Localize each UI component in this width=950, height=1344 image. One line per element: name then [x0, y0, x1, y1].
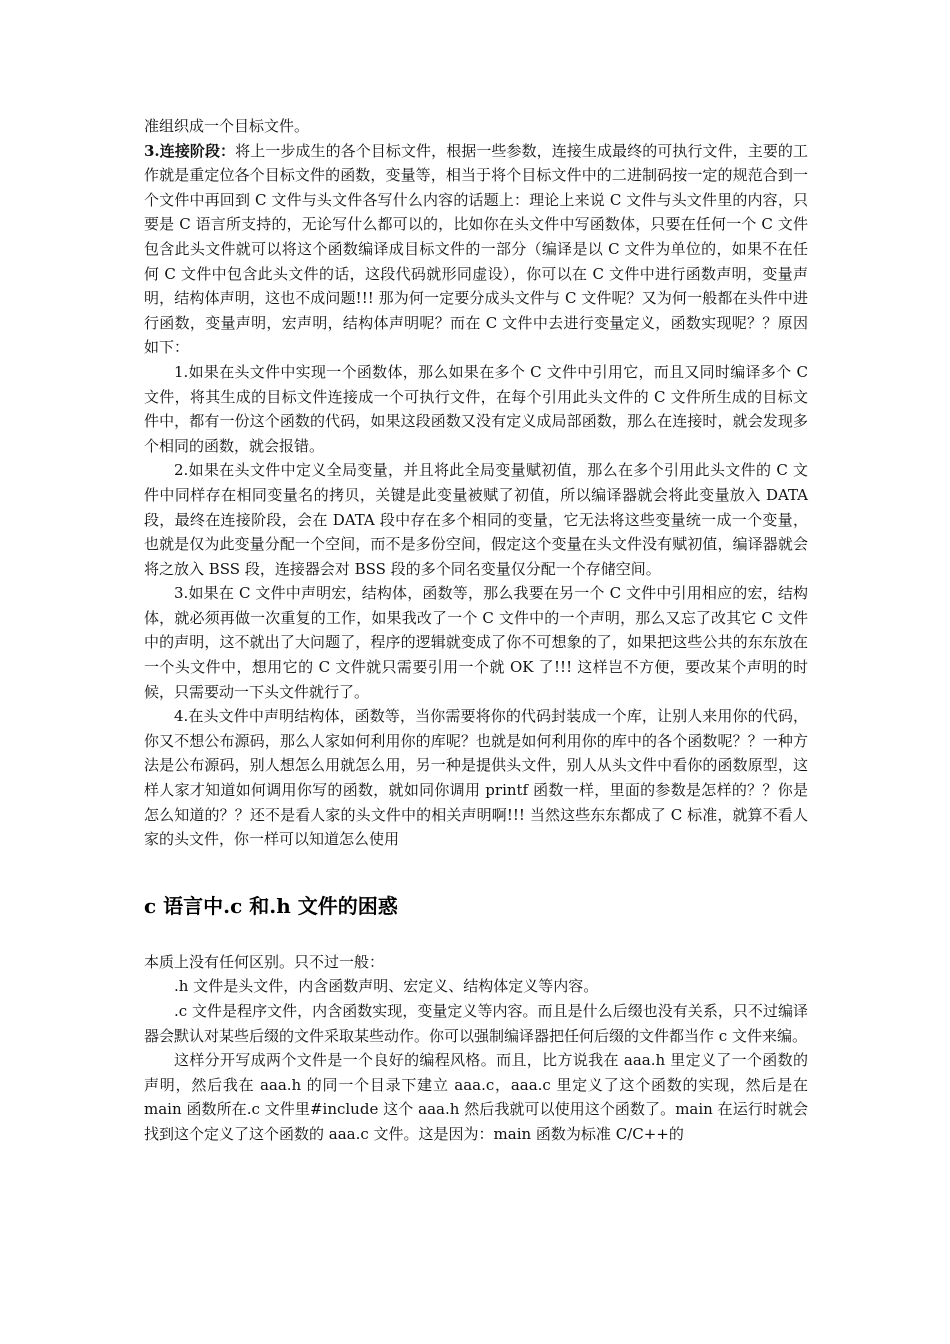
- c-file-paragraph: .c 文件是程序文件，内含函数实现，变量定义等内容。而且是什么后缀也没有关系，只不过编译器会默认对某些后缀的文件采取某些动作。你可以强制编译器把任何后缀的文件都当作 c 文件来编。: [144, 1002, 808, 1045]
- style-paragraph: 这样分开写成两个文件是一个良好的编程风格。而且，比方说我在 aaa.h 里定义了一个函数的声明，然后我在 aaa.h 的同一个目录下建立 aaa.c，aaa.c 里定义了这个函数的实现，然后是在 main 函数所在.c 文件里#include 这个 aaa.h 然后我就可以使用这个函数了。main 在运行时就会找到这个定义了这个函数的 aaa.c 文件。这是因为：main 函数为标准 C/C++的: [144, 1051, 808, 1143]
- link-stage-text: 将上一步成生的各个目标文件，根据一些参数，连接生成最终的可执行文件，主要的工作就是重定位各个目标文件的函数，变量等，相当于将个目标文件中的二进制码按一定的规范合到一个文件中再回到 C 文件与头文件各写什么内容的话题上：理论上来说 C 文件与头文件里的内容，只要是 C 语言所支持的，无论写什么都可以的，比如你在头文件中写函数体，只要在任何一个 C 文件包含此头文件就可以将这个函数编译成目标文件的一部分（编译是以 C 文件为单位的，如果不在任何 C 文件中包含此头文件的话，这段代码就形同虚设），你可以在 C 文件中进行函数声明，变量声明，结构体声明，这也不成问题!!! 那为何一定要分成头文件与 C 文件呢？又为何一般都在头件中进行函数，变量声明，宏声明，结构体声明呢？而在 C 文件中去进行变量定义，函数实现呢？？原因如下：: [144, 141, 808, 357]
- document-page: [144, 114, 808, 1147]
- reason-2: 2.如果在头文件中定义全局变量，并且将此全局变量赋初值，那么在多个引用此头文件的 C 文件中同样存在相同变量名的拷贝，关键是此变量被赋了初值，所以编译器就会将此变量放入 DATA 段，最终在连接阶段，会在 DATA 段中存在多个相同的变量，它无法将这些变量统一成一个变量，也就是仅为此变量分配一个空间，而不是多份空间，假定这个变量在头文件没有赋初值，编译器就会将之放入 BSS 段，连接器会对 BSS 段的多个同名变量仅分配一个存储空间。: [144, 461, 808, 578]
- reason-1: 1.如果在头文件中实现一个函数体，那么如果在多个 C 文件中引用它，而且又同时编译多个 C 文件，将其生成的目标文件连接成一个可执行文件，在每个引用此头文件的 C 文件所生成的目标文件中，都有一份这个函数的代码，如果这段函数又没有定义成局部函数，那么在连接时，就会发现多个相同的函数，就会报错。: [144, 362, 808, 455]
- link-stage-label: 3.连接阶段：: [144, 141, 236, 160]
- intro-paragraph: 本质上没有任何区别。只不过一般：: [144, 952, 385, 971]
- reason-3: 3.如果在 C 文件中声明宏，结构体，函数等，那么我要在另一个 C 文件中引用相应的宏，结构体，就必须再做一次重复的工作，如果我改了一个 C 文件中的一个声明，那么又忘了改其它 C 文件中的声明，这不就出了大问题了，程序的逻辑就变成了你不可想象的了，如果把这些公共的东东放在一个头文件中，想用它的 C 文件就只需要引用一个就 OK 了!!! 这样岂不方便，要改某个声明的时候，只需要动一下头文件就行了。: [144, 584, 808, 701]
- link-stage-paragraph: [144, 139, 808, 360]
- reason-4: 4.在头文件中声明结构体，函数等，当你需要将你的代码封装成一个库，让别人来用你的代码，你又不想公布源码，那么人家如何利用你的库呢？也就是如何利用你的库中的各个函数呢？？一种方法是公布源码，别人想怎么用就怎么用，另一种是提供头文件，别人从头文件中看你的函数原型，这样人家才知道如何调用你写的函数，就如同你调用 printf 函数一样，里面的参数是怎样的？？你是怎么知道的？？还不是看人家的头文件中的相关声明啊!!! 当然这些东东都成了 C 标准，就算不看人家的头文件，你一样可以知道怎么使用: [144, 707, 808, 849]
- section-heading: c 语言中.c 和.h 文件的困惑: [144, 893, 398, 918]
- intro-tail: 准组织成一个目标文件。: [144, 117, 310, 135]
- h-file-paragraph: .h 文件是头文件，内含函数声明、宏定义、结构体定义等内容。: [174, 977, 599, 996]
